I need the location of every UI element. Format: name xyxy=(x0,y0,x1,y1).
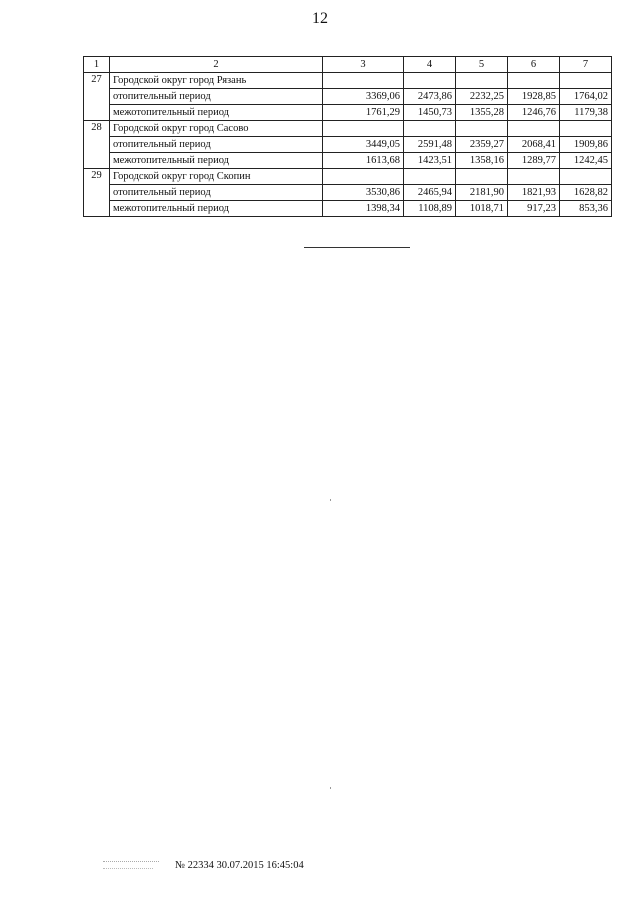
table-row xyxy=(84,153,612,169)
period-label: межотопительный период xyxy=(110,153,323,169)
footer-stamp-mark xyxy=(103,859,163,873)
tariff-table xyxy=(83,56,612,217)
value-cell: 2232,25 xyxy=(456,89,508,105)
value-cell: 1613,68 xyxy=(323,153,404,169)
value-cell: 1764,02 xyxy=(560,89,612,105)
end-of-table-divider xyxy=(304,247,410,248)
column-header: 1 xyxy=(84,57,110,73)
table-row xyxy=(84,89,612,105)
value-cell: 1355,28 xyxy=(456,105,508,121)
value-cell: 2068,41 xyxy=(508,137,560,153)
scan-speck xyxy=(330,787,331,789)
value-cell: 1398,34 xyxy=(323,201,404,217)
column-header: 4 xyxy=(404,57,456,73)
value-cell: 1108,89 xyxy=(404,201,456,217)
column-header: 2 xyxy=(110,57,323,73)
value-cell: 3530,86 xyxy=(323,185,404,201)
column-header: 5 xyxy=(456,57,508,73)
value-cell: 1628,82 xyxy=(560,185,612,201)
value-cell: 2181,90 xyxy=(456,185,508,201)
value-cell: 1928,85 xyxy=(508,89,560,105)
value-cell: 917,23 xyxy=(508,201,560,217)
district-row xyxy=(84,73,612,89)
period-label: межотопительный период xyxy=(110,105,323,121)
district-name: Городской округ город Сасово xyxy=(110,121,323,137)
table-row xyxy=(84,185,612,201)
district-index: 27 xyxy=(84,73,110,121)
value-cell: 853,36 xyxy=(560,201,612,217)
value-cell: 1423,51 xyxy=(404,153,456,169)
value-cell: 1821,93 xyxy=(508,185,560,201)
value-cell: 3449,05 xyxy=(323,137,404,153)
period-label: отопительный период xyxy=(110,137,323,153)
value-cell: 1018,71 xyxy=(456,201,508,217)
period-label: отопительный период xyxy=(110,89,323,105)
table-row xyxy=(84,137,612,153)
value-cell: 2473,86 xyxy=(404,89,456,105)
value-cell: 1358,16 xyxy=(456,153,508,169)
value-cell: 1179,38 xyxy=(560,105,612,121)
district-index: 28 xyxy=(84,121,110,169)
header-row xyxy=(84,57,612,73)
value-cell: 1246,76 xyxy=(508,105,560,121)
registration-footer: № 22334 30.07.2015 16:45:04 xyxy=(175,860,304,871)
scan-speck xyxy=(330,499,331,501)
district-name: Городской округ город Рязань xyxy=(110,73,323,89)
period-label: межотопительный период xyxy=(110,201,323,217)
district-name: Городской округ город Скопин xyxy=(110,169,323,185)
value-cell: 2359,27 xyxy=(456,137,508,153)
value-cell: 3369,06 xyxy=(323,89,404,105)
column-header: 6 xyxy=(508,57,560,73)
table-row xyxy=(84,105,612,121)
value-cell: 2465,94 xyxy=(404,185,456,201)
value-cell: 2591,48 xyxy=(404,137,456,153)
column-header: 3 xyxy=(323,57,404,73)
value-cell: 1909,86 xyxy=(560,137,612,153)
district-row xyxy=(84,169,612,185)
table-row xyxy=(84,201,612,217)
district-row xyxy=(84,121,612,137)
value-cell: 1450,73 xyxy=(404,105,456,121)
page-number: 12 xyxy=(312,10,328,27)
period-label: отопительный период xyxy=(110,185,323,201)
value-cell: 1242,45 xyxy=(560,153,612,169)
value-cell: 1289,77 xyxy=(508,153,560,169)
district-index: 29 xyxy=(84,169,110,217)
column-header: 7 xyxy=(560,57,612,73)
value-cell: 1761,29 xyxy=(323,105,404,121)
